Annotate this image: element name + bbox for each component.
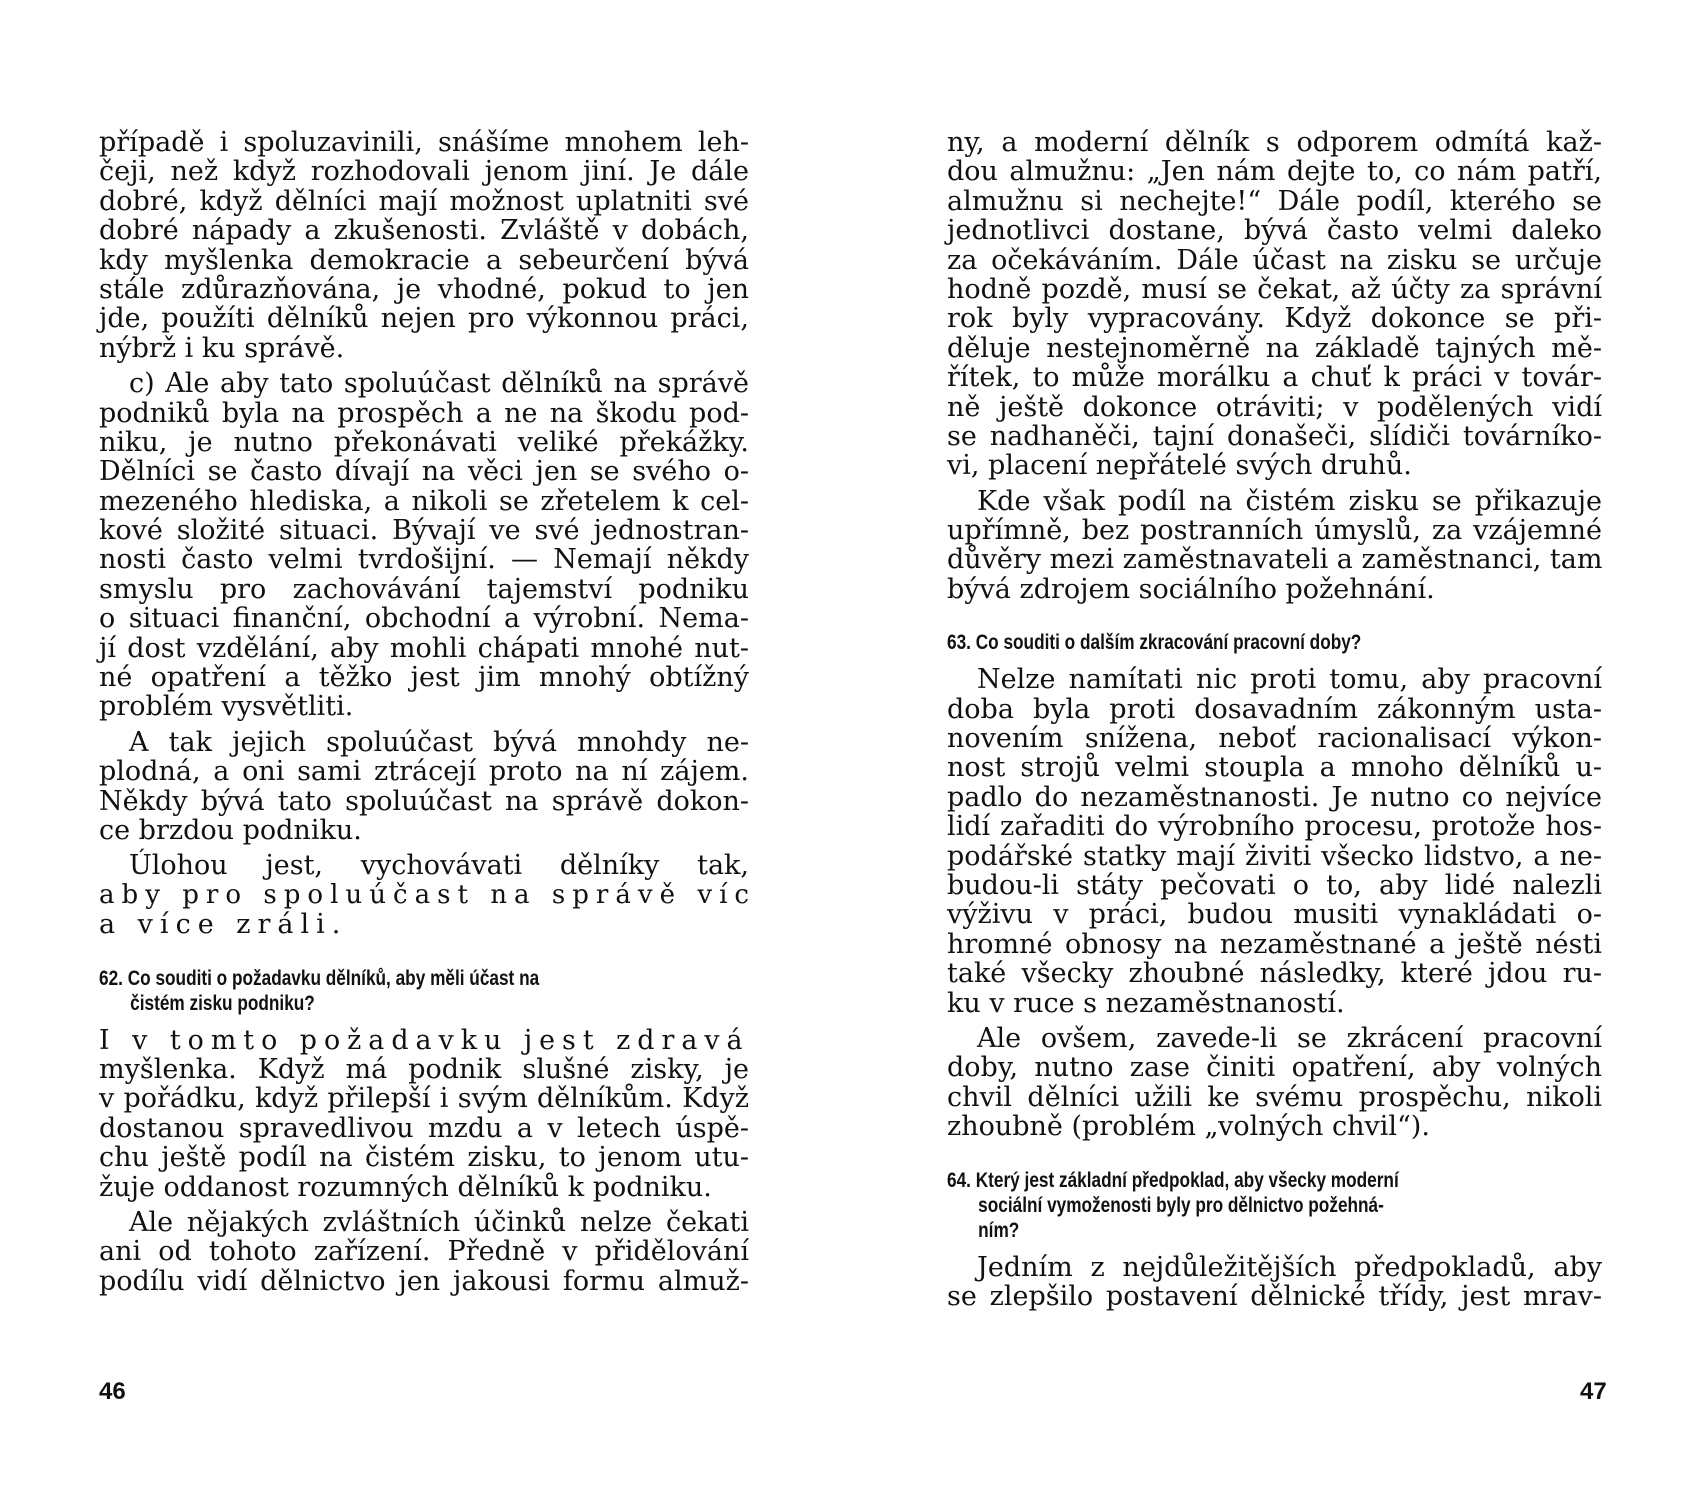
text-line: kdy myšlenka demokracie a sebeurčení bývá	[99, 244, 749, 276]
text-line: novením snížena, neboť racionalisací výkon-	[947, 723, 1602, 755]
text-line: Úlohou jest, vychovávati dělníky tak,	[129, 850, 749, 882]
text-line: ce brzdou podniku.	[99, 814, 362, 846]
text-line: Dělníci se často dívají na věci jen se svého o-	[99, 456, 749, 488]
text-line: mezeného hlediska, a nikoli se zřetelem k cel-	[99, 485, 749, 517]
text-line: nosti často velmi tvrdošijní. — Nemají někdy	[99, 544, 749, 576]
heading-line: 64. Který jest základní předpoklad, aby všecky moderní	[947, 1168, 1399, 1192]
text-line: také všecky zhoubné následky, které jdou ru-	[947, 958, 1602, 990]
text-line: nost strojů velmi stoupla a mnoho dělníků u-	[947, 752, 1602, 784]
paragraph	[99, 1208, 749, 1296]
text-line: ny, a moderní dělník s odporem odmítá kaž-	[947, 127, 1602, 158]
text-line: čeji, než když rozhodovali jenom jiní. Je dále	[99, 156, 749, 188]
text-line: zhoubně (problém „volných chvil“).	[947, 1111, 1430, 1143]
text-line: hodně pozdě, musí se čekat, až účty za správní	[947, 273, 1602, 305]
text-line: Jedním z nejdůležitějších předpokladů, aby	[977, 1251, 1602, 1283]
text-line: chu ještě podíl na čistém zisku, to jenom utu-	[99, 1142, 749, 1174]
paragraph	[99, 850, 757, 941]
paragraph	[99, 728, 749, 846]
paragraph	[947, 128, 1602, 481]
text-line: žuje oddanost rozumných dělníků k podniku.	[99, 1171, 712, 1203]
text-line: dou almužnu: „Jen nám dejte to, co nám patří,	[947, 156, 1602, 188]
text-line: ku v ruce s nezaměstnaností.	[947, 987, 1345, 1019]
text-line: se zlepšilo postavení dělnické třídy, jest mrav-	[947, 1280, 1602, 1312]
text-line: padlo do nezaměstnanosti. Je nutno co nejvíce	[947, 781, 1602, 813]
right-text-column	[947, 128, 1602, 1311]
text-line: plodná, a oni sami ztrácejí proto na ní zájem.	[99, 756, 749, 788]
text-line: případě i spoluzavinili, snášíme mnohem leh-	[99, 127, 749, 158]
text-line: jde, použíti dělníků nejen pro výkonnou práci,	[99, 303, 749, 335]
text-line: jí dost vzdělání, aby mohli chápati mnohé nut-	[99, 632, 749, 664]
paragraph	[99, 128, 749, 363]
text-line: o situaci finanční, obchodní a výrobní. Nema-	[99, 603, 749, 635]
paragraph	[947, 487, 1602, 605]
text-line: důvěry mezi zaměstnavateli a zaměstnanci, tam	[947, 544, 1603, 576]
text-line: almužnu si nechejte!“ Dále podíl, kterého se	[947, 185, 1602, 217]
text-line: nýbrž i ku správě.	[99, 332, 345, 364]
heading-line: 62. Co souditi o požadavku dělníků, aby měli účast na	[99, 966, 540, 990]
text-line: Ale ovšem, zavede-li se zkrácení pracovní	[977, 1022, 1602, 1054]
question-heading-64	[947, 1168, 1602, 1243]
text-line: problém vysvětliti.	[99, 691, 354, 723]
question-heading-62	[99, 966, 749, 1016]
page-number: 47	[1580, 1378, 1607, 1405]
text-line: budou-li státy pečovati o to, aby lidé nalezli	[947, 869, 1602, 901]
text-line: Nelze namítati nic proti tomu, aby pracovní	[977, 664, 1602, 696]
left-text-column	[99, 127, 757, 1297]
paragraph	[947, 1024, 1602, 1142]
paragraph	[99, 369, 749, 722]
heading-line: sociální vymoženosti byly pro dělnictvo požehná-	[978, 1193, 1384, 1217]
text-line: Ale nějakých zvláštních účinků nelze čekati	[129, 1206, 749, 1238]
text-line: lidí zařaditi do výrobního procesu, protože hos-	[947, 811, 1602, 843]
text-line: řítek, to může morálku a chuť k práci v továr-	[947, 362, 1602, 394]
text-line: podniků byla na prospěch a ne na škodu pod-	[99, 397, 749, 429]
text-line: kové složité situaci. Bývají ve své jednostran-	[99, 515, 749, 547]
text-line: niku, je nutno překonávati veliké překážky.	[99, 426, 749, 458]
text-line: se nadhaněči, tajní donašeči, slídiči továrníko-	[947, 420, 1602, 452]
heading-line: ním?	[978, 1218, 1020, 1242]
text-line: dobré nápady a zkušenosti. Zvláště v dobách,	[99, 215, 749, 247]
text-line: hromné obnosy na nezaměstnané a ještě nésti	[947, 928, 1602, 960]
text-line: dostanou spravedlivou mzdu a v letech úspě-	[99, 1112, 749, 1144]
text-line: a více zráli.	[99, 909, 348, 941]
text-line: rok byly vypracovány. Když dokonce se při-	[947, 303, 1602, 335]
text-line: ani od tohoto zařízení. Předně v přidělování	[99, 1236, 749, 1268]
text-line: stále zdůrazňována, je vhodné, pokud to jen	[99, 273, 749, 305]
text-line: doba byla proti dosavadním zákonným usta-	[947, 693, 1602, 725]
paragraph	[947, 665, 1602, 1018]
right-page	[846, 0, 1692, 1500]
text-line: doby, nutno zase činiti opatření, aby volných	[947, 1052, 1602, 1084]
page-number: 46	[99, 1378, 126, 1405]
text-line: v pořádku, když přilepší i svým dělníkům. Když	[99, 1083, 749, 1115]
text-line: I v tomto požadavku jest zdravá	[99, 1024, 750, 1056]
text-line: podářské statky mají živiti všecko lidstvo, a ne-	[947, 840, 1602, 872]
question-heading-63	[947, 630, 1602, 655]
text-line: jednotlivci dostane, bývá často velmi daleko	[947, 215, 1602, 247]
text-line: chvil dělníci užili ke svému prospěchu, nikoli	[947, 1081, 1602, 1113]
text-line: upřímně, bez postranních úmyslů, za vzájemné	[947, 515, 1602, 547]
text-line: dobré, když dělníci mají možnost uplatniti své	[99, 185, 749, 217]
text-line: děluje nestejnoměrně na základě tajných mě-	[947, 332, 1602, 364]
paragraph	[947, 1253, 1602, 1312]
text-line: aby pro spoluúčast na správě víc	[99, 879, 757, 910]
text-line: smyslu pro zachovávání tajemství podniku	[99, 573, 749, 605]
text-line: za očekáváním. Dále účast na zisku se určuje	[947, 244, 1602, 276]
text-line: c) Ale aby tato spoluúčast dělníků na správě	[129, 368, 749, 400]
paragraph	[99, 1026, 749, 1202]
text-line: výživu v práci, budou musiti vynakládati o-	[947, 899, 1602, 931]
text-line: vi, placení nepřátelé svých druhů.	[947, 450, 1412, 482]
text-line: ně ještě dokonce otráviti; v podělených vidí	[947, 391, 1602, 423]
text-line: Někdy bývá tato spoluúčast na správě dokon-	[99, 785, 749, 817]
text-line: podílu vidí dělnictvo jen jakousi formu almuž-	[99, 1265, 749, 1297]
heading-line: čistém zisku podniku?	[130, 991, 315, 1015]
text-line: myšlenka. Když má podnik slušné zisky, je	[99, 1053, 749, 1085]
text-line: né opatření a těžko jest jim mnohý obtížný	[99, 662, 749, 694]
text-line: Kde však podíl na čistém zisku se přikazuje	[977, 485, 1602, 517]
text-line: A tak jejich spoluúčast bývá mnohdy ne-	[129, 726, 749, 758]
text-line: bývá zdrojem sociálního požehnání.	[947, 573, 1435, 605]
heading-line: 63. Co souditi o dalším zkracování pracovní doby?	[947, 631, 1362, 655]
